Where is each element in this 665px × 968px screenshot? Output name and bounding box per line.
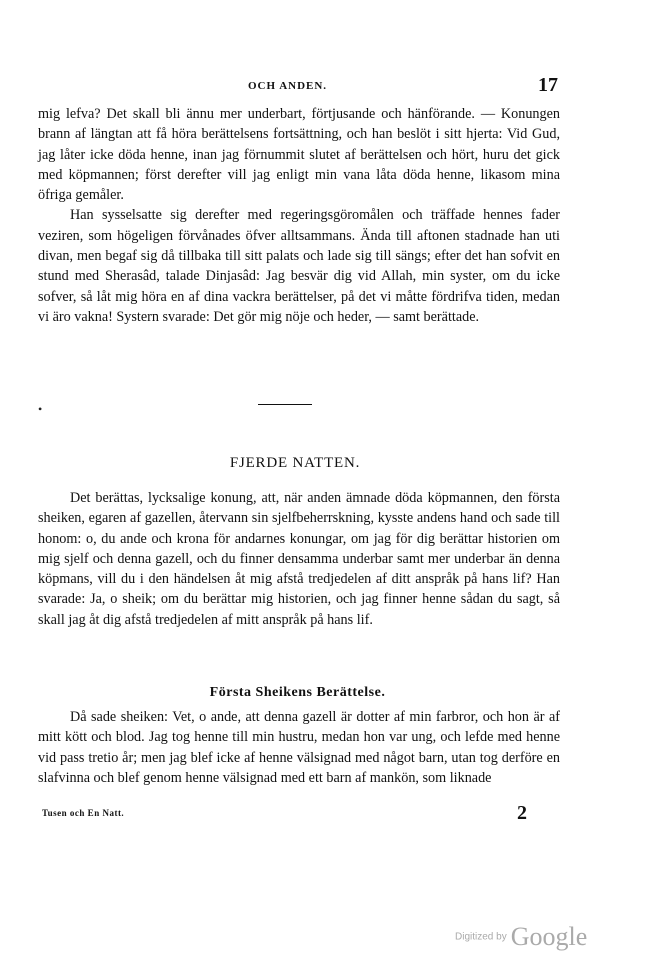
footer-sheet-number: 2 <box>517 802 527 824</box>
section-divider <box>258 404 312 405</box>
watermark-logo-text: Google <box>510 922 588 951</box>
footer-signature: Tusen och En Natt. <box>42 808 125 818</box>
paragraph-fourth-night: Det berättas, lycksalige konung, att, när anden ämnade döda köpmannen, den första sheiken, egaren af gazellen, återvann sin sjelfbeherrskning, kysste andens hand och sade till honom: o, du ande och krona för andarnes konungar, om jag för dig berättar historien om mig sjelf och denna gazell, och du finner densamma underbar samt mer underbar än denna köpmans, vill du i den händelsen åt mig afstå tredjedelen af ditt anspråk på hans lif? Han svarade: Ja, o sheik; om du berättar mig historien, och jag finner henne sådan du sagt, så skall jag åt dig afstå tredjedelen af mitt anspråk på hans lif. <box>38 490 560 628</box>
paragraph-reign: Han sysselsatte sig derefter med regeringsgöromålen och träffade hennes fader veziren, som högeligen förvånades öfver alltsammans. Ända till aftonen stadnade han uti divan, men begaf sig då tillbaka till sitt palats och lade sig till sängs; efter det han sofvit en stund med Sherasâd, talade Dinjasâd: Jag besvär dig vid Allah, min syster, om du icke sofver, så låt mig höra en af dina vackra berättelser, på det vi måtte fördrifva tiden, medan vi äro vakna! Systern svarade: Det gör mig nöje och heder, — samt berättade. <box>38 207 560 325</box>
paragraph-continuation: mig lefva? Det skall bli ännu mer underbart, förtjusande och hänförande. — Konungen brann af längtan att få höra berättelsens fortsättning, och han beslöt i sitt hjerta: Vid Gud, jag låter icke döda henne, inan jag förnummit slutet af berättelsen och hört, huru det gick med köpmannen; först derefter vill jag enligt min vana låta döda henne, likasom mina öfriga gemåler. <box>38 106 560 204</box>
text-block-top <box>38 104 560 327</box>
running-head: OCH ANDEN. <box>248 80 328 92</box>
text-block-middle <box>38 488 560 630</box>
page-number: 17 <box>538 74 558 96</box>
digitized-watermark <box>455 922 587 952</box>
paragraph-sheik-story: Då sade sheiken: Vet, o ande, att denna gazell är dotter af min farbror, och hon är af mitt kött och blod. Jag tog henne till min hustru, medan hon var ung, och lefde med henne vid pass tretio år; men jag blef icke af henne välsignad med något barn, utan tog derföre en slafvinna och blef genom henne välsignad med ett barn af mankön, som liknade <box>38 709 560 786</box>
section-title: Första Sheikens Berättelse. <box>209 685 386 700</box>
stray-mark: • <box>38 402 43 416</box>
chapter-title: FJERDE NATTEN. <box>229 455 361 471</box>
text-block-bottom <box>38 707 560 788</box>
watermark-small-text: Digitized by <box>455 931 507 943</box>
page-header <box>38 76 558 98</box>
